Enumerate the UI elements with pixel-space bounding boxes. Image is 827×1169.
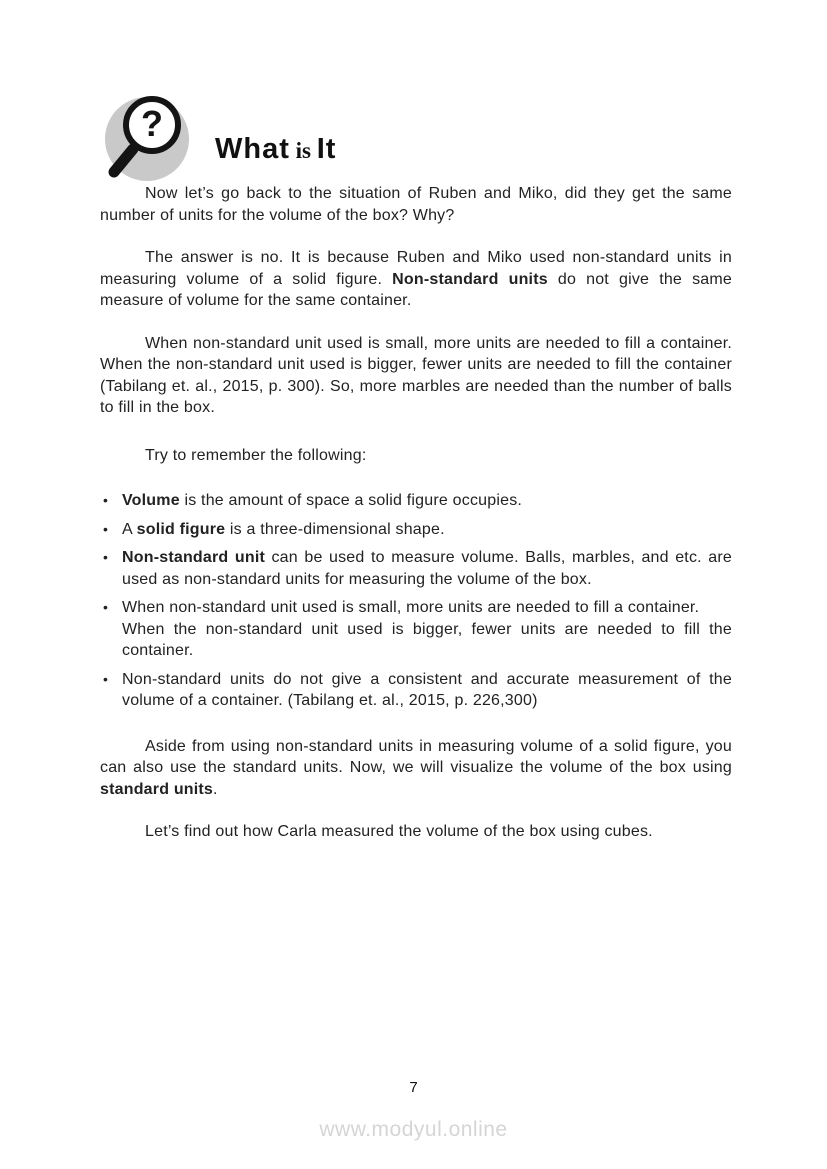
- title-what: What: [215, 133, 290, 165]
- bullet-marker: •: [103, 520, 109, 537]
- paragraph-remember: [100, 445, 732, 467]
- paragraph-remember-text: Try to remember the following:: [145, 446, 367, 464]
- bullet-volume-text: is the amount of space a solid figure occupies.: [179, 492, 523, 509]
- bullet-item-consistency: [100, 669, 732, 712]
- paragraph-units: [100, 333, 732, 419]
- bullet-list: [100, 490, 732, 712]
- paragraph-answer-pre: The answer is no. It is because Ruben and Miko used non-standard units in measuring volume of a solid figure.: [100, 249, 732, 288]
- bullet-nonstandard-text: can be used to measure volume. Balls, marbles, and etc. are used as non-standard units for measuring the volume of the box.: [122, 549, 732, 588]
- paragraph-intro-text: Now let’s go back to the situation of Ruben and Miko, did they get the same number of units for the volume of the box? Why?: [100, 185, 732, 224]
- paragraph-carla-text: Let’s find out how Carla measured the volume of the box using cubes.: [145, 823, 653, 840]
- bullet-item-nonstandard-unit: [100, 547, 732, 590]
- bullet-consistency-text: Non-standard units do not give a consistent and accurate measurement of the volume of a container. (Tabilang et. al., 2015, p. 226,300): [122, 670, 732, 709]
- magnifier-question-icon: [103, 92, 193, 184]
- paragraph-units-text: When non-standard unit used is small, more units are needed to fill a container. When the non-standard unit used is bigger, fewer units are needed to fill the container (Tabilang et. al., 2015, p. 300). So, more marbles are needed than the number of balls to fill in the box.: [100, 334, 732, 416]
- bullet-small-line: When non-standard unit used is small, more units are needed to fill a container.: [122, 599, 700, 616]
- page-number: 7: [409, 1079, 418, 1096]
- paragraph-aside-bold: standard units: [100, 780, 214, 798]
- bullet-marker: •: [103, 670, 109, 687]
- section-header: [103, 92, 336, 184]
- bullet-marker: •: [103, 599, 109, 615]
- question-mark-glyph: ?: [141, 103, 163, 144]
- paragraph-answer-post: do not give the same measure of volume for the same container.: [100, 270, 732, 309]
- paragraph-answer-bold: Non-standard units: [392, 270, 548, 288]
- title-it: It: [316, 133, 337, 165]
- paragraph-carla: [100, 821, 732, 843]
- title-is: is: [289, 138, 317, 163]
- paragraph-aside-post: .: [213, 780, 218, 798]
- bullet-marker: •: [103, 492, 109, 508]
- bullet-solid-text: is a three-dimensional shape.: [225, 520, 445, 538]
- bullet-big-line: When the non-standard unit used is bigger, fewer units are needed to fill the container.: [122, 620, 732, 659]
- bullet-solid-pre: A: [122, 520, 137, 538]
- watermark-text: www.modyul.online: [319, 1118, 508, 1141]
- bullet-item-solid-figure: [100, 519, 732, 541]
- document-body: [100, 183, 732, 864]
- paragraph-aside: [100, 736, 732, 801]
- bullet-volume-bold: Volume: [122, 492, 180, 509]
- paragraph-aside-pre: Aside from using non-standard units in measuring volume of a solid figure, you can also use the standard units. Now, we will visualize the volume of the box using: [100, 737, 732, 776]
- paragraph-intro: [100, 183, 732, 226]
- bullet-item-small-vs-big: [100, 597, 732, 662]
- page-title: [215, 129, 336, 166]
- bullet-solid-bold: solid figure: [136, 520, 226, 538]
- bullet-marker: •: [103, 549, 109, 565]
- bullet-item-volume: [100, 490, 732, 512]
- paragraph-answer: [100, 247, 732, 312]
- bullet-nonstandard-bold: Non-standard unit: [122, 549, 265, 566]
